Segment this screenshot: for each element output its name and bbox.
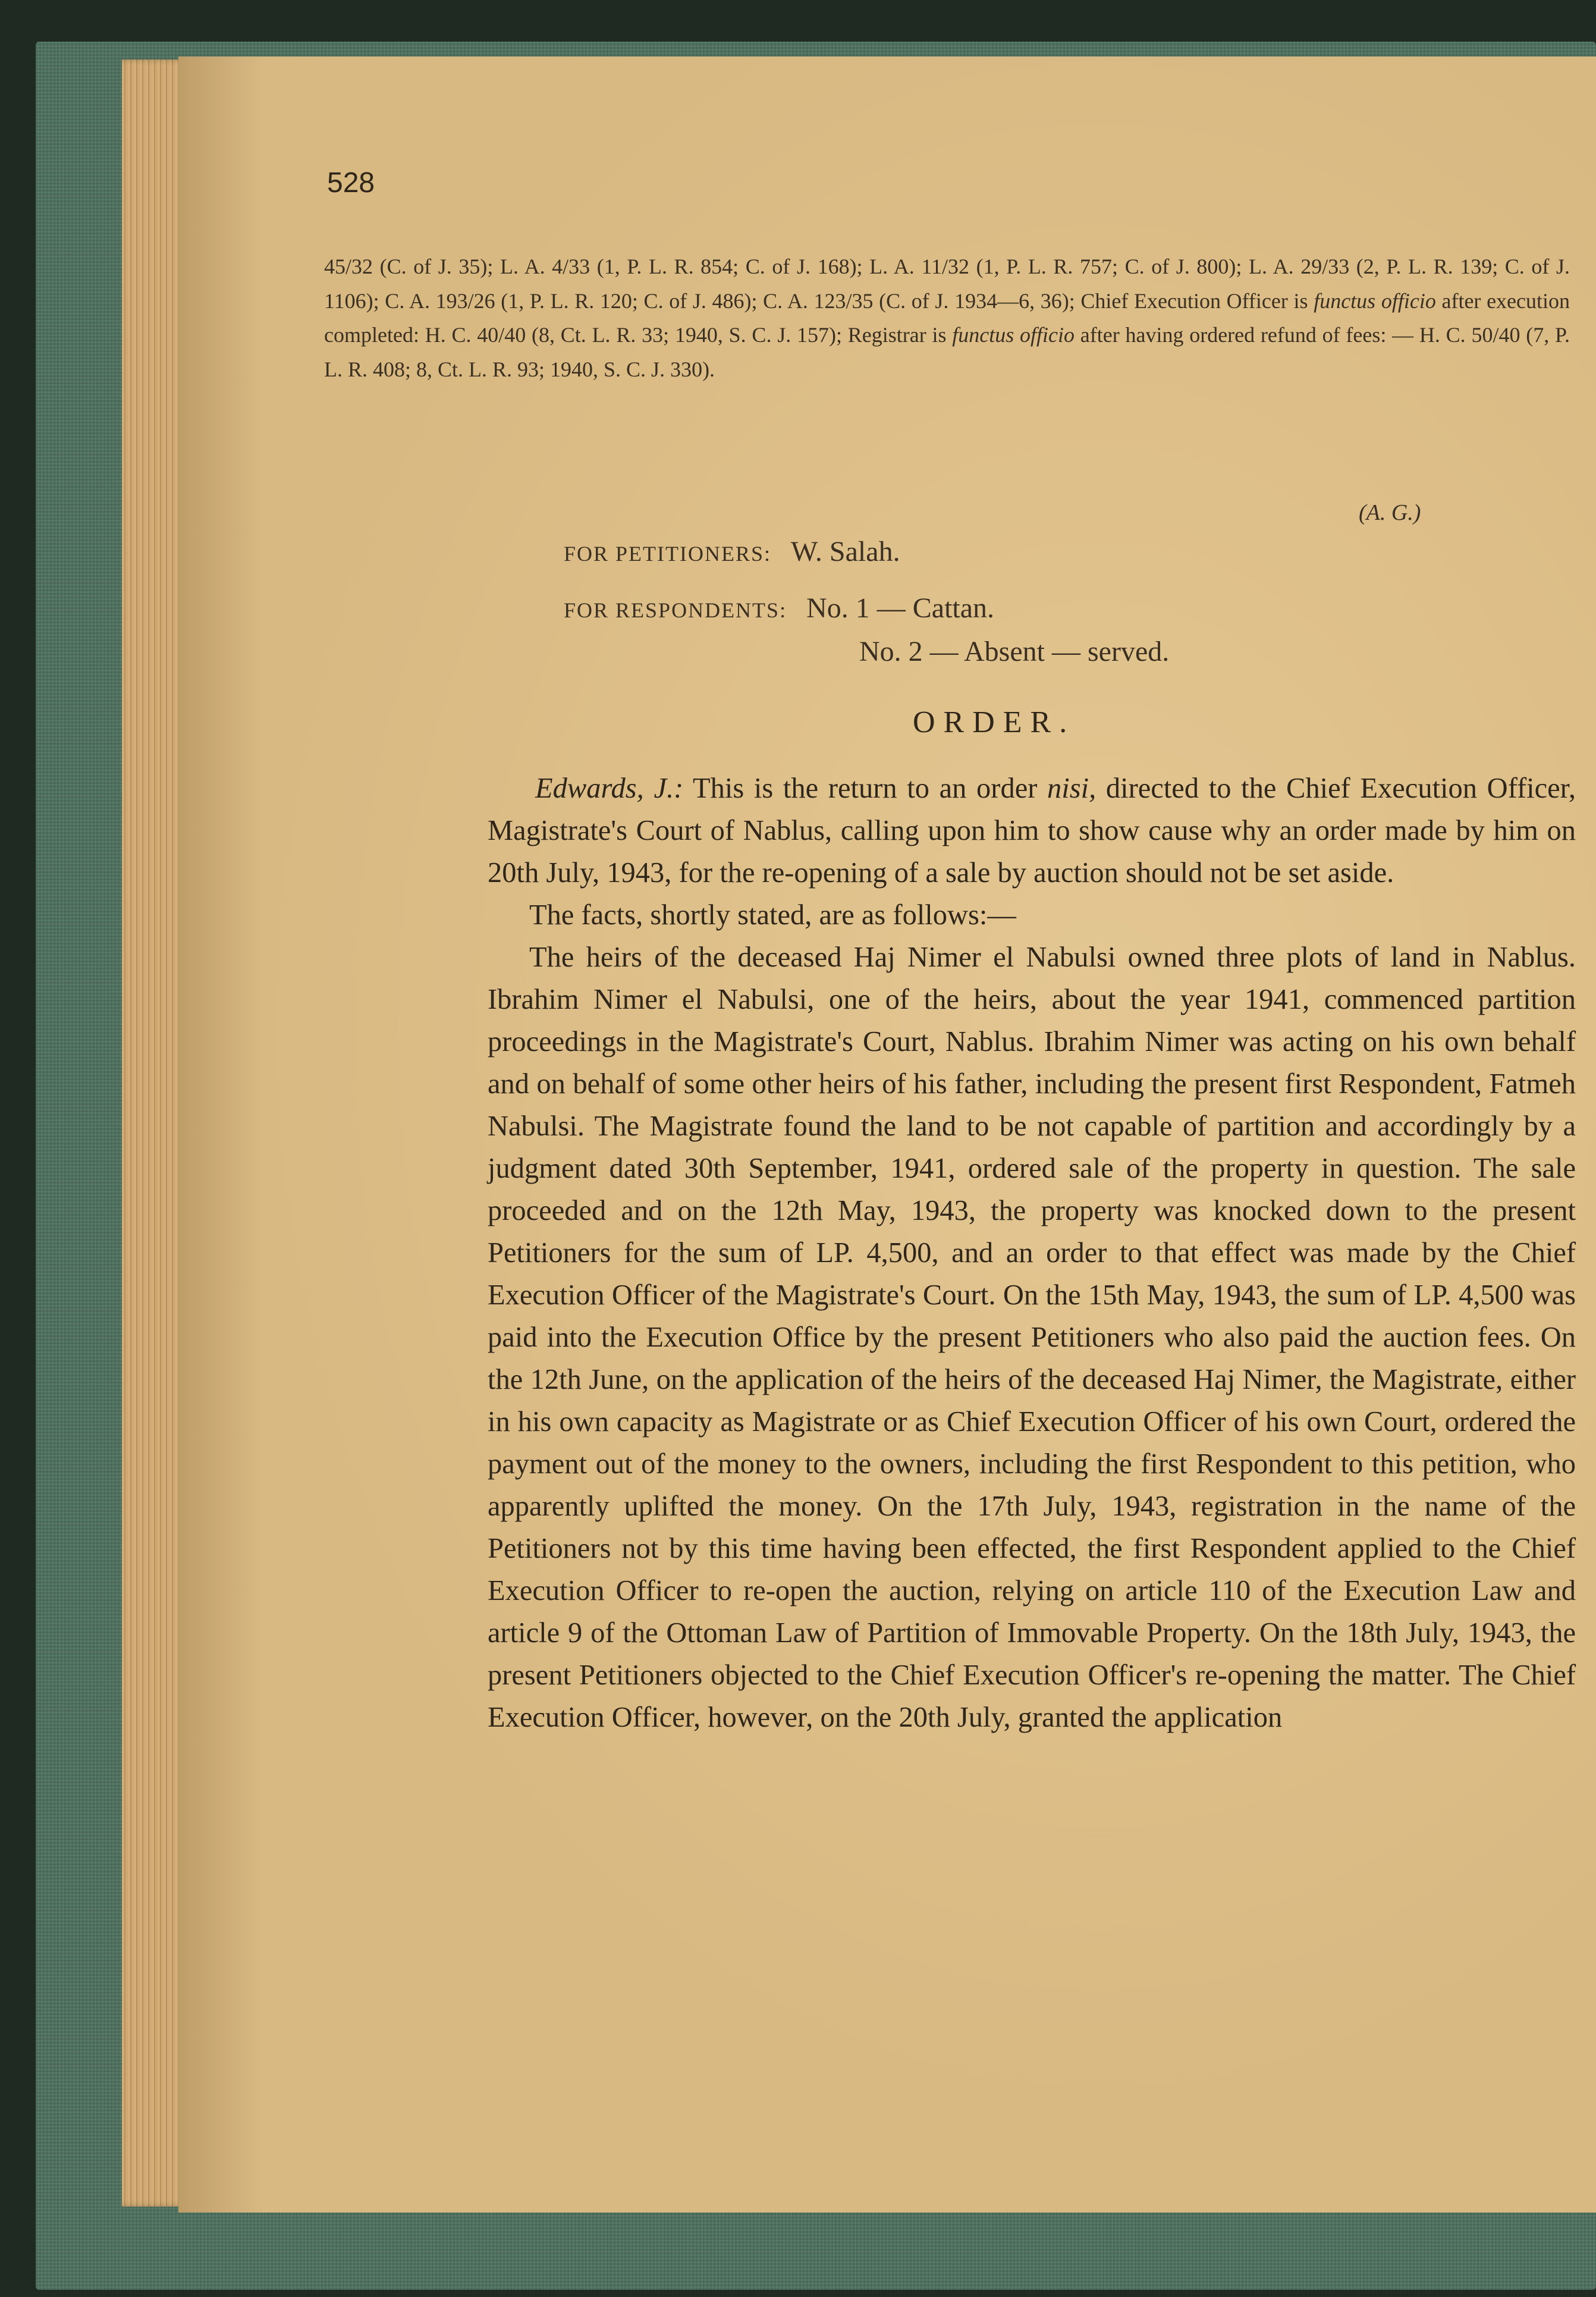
respondents-row [564,592,994,625]
petitioners-row [564,535,900,568]
citation-block [324,250,1570,387]
paragraph-3: The heirs of the deceased Haj Nimer el Nabulsi owned three plots of land in Nablus. Ibrahim Nimer el Nabulsi, one of the heirs, about the year 1941, commenced partition proceedings in the Magistrate's Court, Nablus. Ibrahim Nimer was acting on his own behalf and on behalf of some other heirs of his father, including the present first Respondent, Fatmeh Nabulsi. The Magistrate found the land to be not capable of partition and accordingly by a judgment dated 30th September, 1941, ordered sale of the property in question. The sale proceeded and on the 12th May, 1943, the property was knocked down to the present Petitioners for the sum of LP. 4,500, and an order to that effect was made by the Chief Execution Officer of the Magistrate's Court. On the 15th May, 1943, the sum of LP. 4,500 was paid into the Execution Office by the present Petitioners who also paid the auction fees. On the 12th June, on the application of the heirs of the deceased Haj Nimer, the Magistrate, either in his own capacity as Magistrate or as Chief Execution Officer of his own Court, ordered the payment out of the money to the owners, including the first Respondent to this petition, who apparently uplifted the money. On the 17th July, 1943, registration in the name of the Petitioners not by this time having been effected, the first Respondent applied to the Chief Execution Officer to re-open the auction, relying on article 110 of the Execution Law and article 9 of the Ottoman Law of Partition of Immovable Property. On the 18th July, 1943, the present Petitioners objected to the Chief Execution Officer's re-opening the matter. The Chief Execution Officer, however, on the 20th July, granted the application [488,942,1576,1733]
respondents-label: FOR RESPONDENTS: [564,598,787,622]
order-body [488,767,1576,1739]
page-number: 528 [327,167,375,199]
paragraph-text: directed to the Chief Execution Officer, Magistrate's Court of Nablus, calling upon him to show cause why an order made by him on 20th July, 1943, for the re-opening of a sale by auction should not be set aside. [488,773,1576,889]
judge-name: Edwards, J.: [535,773,684,804]
paragraph-text: This is the return to an order [683,773,1048,804]
petitioners-counsel: W. Salah. [791,536,900,567]
respondents-counsel-2: No. 2 — Absent — served. [859,636,1170,667]
citation-term: functus officio [1314,288,1436,313]
citation-text: after having ordered refund of fees: — H. C. 50/40 (7, P. L. R. 408; 8, Ct. L. R. 93; 1940, S. C. J. 330). [324,323,1570,381]
editor-initials: (A. G.) [1359,500,1421,525]
order-heading: ORDER. [913,705,1076,739]
respondents-row-2 [859,635,1169,668]
citation-text: after execution completed: H. C. 40/40 (8, Ct. L. R. 33; 1940, S. C. J. 157); Registrar is [324,288,1570,347]
paragraph-2: The facts, shortly stated, are as follows:— [529,899,1016,931]
petitioners-label: FOR PETITIONERS: [564,542,772,566]
respondents-counsel-1: No. 1 — Cattan. [806,592,995,624]
citation-term: functus officio [952,323,1075,347]
paragraph-1 [488,767,1576,894]
paragraph-term: nisi, [1047,773,1097,804]
citation-text: 45/32 (C. of J. 35); L. A. 4/33 (1, P. L. R. 854; C. of J. 168); L. A. 11/32 (1, P. L. R. 757; C. of J. 800); L. A. 29/33 (2, P. L. R. 139; C. of J. 1106); C. A. 193/26 (1, P. L. R. 120; C. of J. 486); C. A. 123/35 (C. of J. 1934—6, 36); Chief Execution Officer is [324,255,1570,313]
